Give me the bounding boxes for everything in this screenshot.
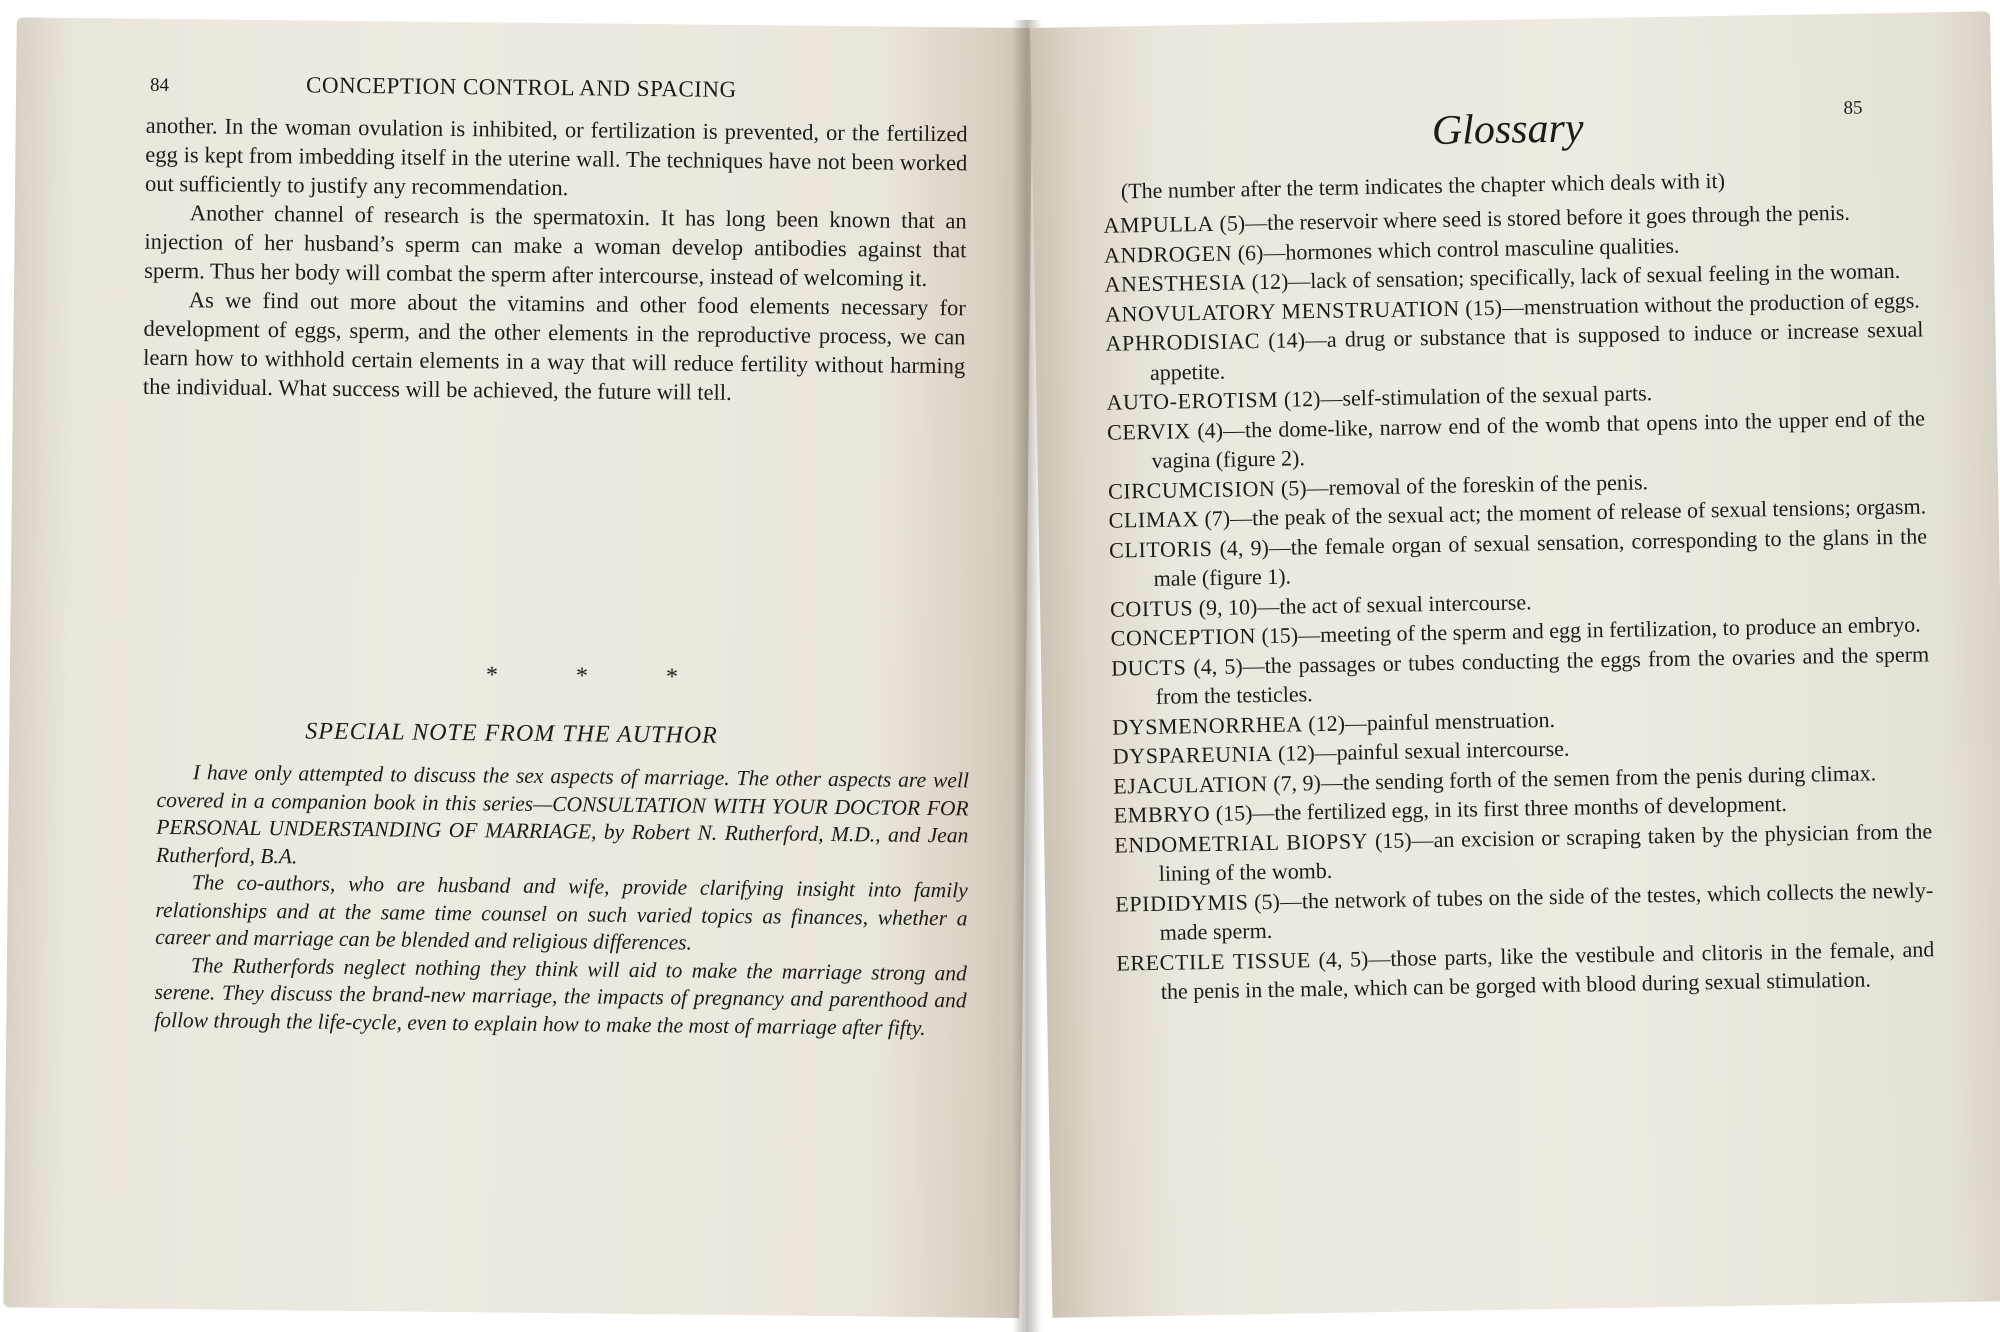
- definition: —the fertilized egg, in its first three months of development.: [1252, 790, 1788, 826]
- chapter-ref: (12): [1251, 268, 1289, 295]
- chapter-ref: (12): [1308, 710, 1346, 736]
- definition: —those parts, like the vestibule and clitoris in the female, and the penis in the male, which can be gorged with blood during sexual stimulation.: [1160, 935, 1935, 1004]
- chapter-ref: (7): [1204, 505, 1231, 532]
- chapter-ref: (14): [1268, 327, 1306, 353]
- definition: —the sending forth of the semen from the penis during climax.: [1320, 759, 1877, 795]
- definition: —the passages or tubes conducting the eggs from the ovaries and the sperm from the testicles.: [1155, 640, 1930, 709]
- chapter-ref: (15): [1465, 294, 1503, 320]
- glossary-term: ANDROGEN: [1103, 240, 1233, 268]
- definition: —menstruation without the production of eggs.: [1501, 287, 1920, 320]
- definition: —the peak of the sexual act; the moment of release of sexual tensions; orgasm.: [1229, 493, 1927, 531]
- glossary-term: EPIDIDYMIS: [1115, 888, 1249, 917]
- definition: —hormones which control masculine qualities.: [1263, 232, 1680, 265]
- glossary-term: CONCEPTION: [1110, 623, 1257, 651]
- chapter-ref: (15): [1374, 826, 1412, 853]
- glossary-term: ANESTHESIA: [1104, 269, 1247, 297]
- glossary-term: EMBRYO: [1113, 800, 1211, 828]
- paragraph: Another channel of research is the spermatoxin. It has long been known that an injection of her husband’s sperm can make a woman develop antibodies against that sperm. Thus her body will combat the sperm after intercourse, instead of welcoming it.: [144, 200, 967, 291]
- definition: —painful sexual intercourse.: [1314, 735, 1570, 766]
- glossary-term: ENDOMETRIAL BIOPSY: [1114, 827, 1369, 858]
- glossary-term: CLITORIS: [1108, 535, 1213, 563]
- note-paragraph: I have only attempted to discuss the sex aspects of marriage. The other aspects are well covered in a companion book in this series—CONSULTATION WITH YOUR DOCTOR FOR PERSONAL UNDERSTANDING OF MARRIAGE, by Robert N. Rutherford, M.D., and Jean Rutherford, B.A.: [155, 760, 969, 868]
- glossary-term: CIRCUMCISION: [1107, 475, 1276, 504]
- chapter-ref: (4): [1197, 417, 1224, 443]
- chapter-ref: (4, 9): [1219, 534, 1270, 561]
- chapter-ref: (15): [1261, 622, 1299, 649]
- definition: —meeting of the sperm and egg in fertilization, to produce an embryo.: [1297, 611, 1921, 648]
- chapter-ref: (6): [1237, 239, 1264, 265]
- body-text: [143, 111, 968, 410]
- paragraph: another. In the woman ovulation is inhibited, or fertilization is prevented, or the fertilized egg is kept from imbedding itself in the uterine wall. The techniques have not been worked out sufficiently to justify any recommendation.: [144, 112, 968, 201]
- glossary-term: DYSMENORRHEA: [1111, 710, 1303, 740]
- left-page: [3, 17, 1032, 1318]
- glossary-list: [1103, 196, 1935, 1007]
- note-paragraph: The co-authors, who are husband and wife, provide clarifying insight into family relationships and at the same time counsel on such varied topics as finances, whether a career and marriage can be blended and religious differences.: [155, 870, 968, 955]
- glossary-title: Glossary: [1431, 105, 1584, 154]
- definition: —removal of the foreskin of the penis.: [1306, 468, 1649, 500]
- chapter-ref: (12): [1277, 740, 1315, 766]
- definition: —an excision or scraping taken by the physician from the lining of the womb.: [1158, 817, 1933, 886]
- note-paragraph: The Rutherfords neglect nothing they think will aid to make the marriage strong and serene. They discuss the brand-new marriage, the impacts of pregnancy and parenthood and follow through the life-cycle, even to explain how to make the most of marriage after fifty.: [154, 952, 967, 1040]
- chapter-ref: (5): [1253, 888, 1281, 914]
- definition: —the dome-like, narrow end of the womb that opens into the upper end of the vagina (figure 2).: [1151, 404, 1926, 473]
- show-through-text: [152, 415, 952, 452]
- definition: —the female organ of sexual sensation, corresponding to the glans in the male (figure 1).: [1153, 522, 1928, 591]
- definition: —the network of tubes on the side of the testes, which collects the newly-made sperm.: [1159, 876, 1934, 945]
- glossary-intro: (The number after the term indicates the chapter which deals with it): [1120, 167, 1726, 204]
- glossary-term: AMPULLA: [1103, 210, 1215, 238]
- chapter-ref: (4, 5): [1193, 652, 1243, 679]
- note-title: SPECIAL NOTE FROM THE AUTHOR: [305, 718, 718, 749]
- glossary-term: EJACULATION: [1113, 770, 1268, 799]
- glossary-term: CLIMAX: [1108, 506, 1200, 533]
- note-text: [154, 759, 969, 1042]
- glossary-term: ANOVULATORY MENSTRUATION: [1104, 295, 1460, 327]
- chapter-ref: (9, 10): [1198, 593, 1258, 620]
- chapter-ref: (15): [1215, 800, 1253, 826]
- right-page: [1030, 11, 2000, 1318]
- paragraph: As we find out more about the vitamins and other food elements necessary for development of eggs, sperm, and the other elements in the reproductive process, we can learn how to withhold certain elements in a way that will reduce fertility without harming the individual. What success will be achieved, the future will tell.: [142, 287, 966, 405]
- definition: —the act of sexual intercourse.: [1257, 588, 1532, 619]
- definition: —lack of sensation; specifically, lack of sexual feeling in the woman.: [1288, 257, 1901, 294]
- chapter-ref: (7, 9): [1272, 769, 1322, 796]
- chapter-ref: (5): [1280, 474, 1307, 501]
- glossary-term: AUTO-EROTISM: [1106, 386, 1279, 415]
- glossary-term: CERVIX: [1106, 417, 1191, 445]
- glossary-term: DYSPAREUNIA: [1112, 740, 1273, 769]
- glossary-term: COITUS: [1109, 594, 1194, 622]
- definition: —painful menstruation.: [1344, 706, 1556, 736]
- running-head: CONCEPTION CONTROL AND SPACING: [305, 72, 737, 102]
- chapter-ref: (4, 5): [1318, 945, 1369, 972]
- chapter-ref: (5): [1219, 210, 1246, 236]
- section-separator: * * *: [485, 662, 715, 691]
- definition: —the reservoir where seed is stored before it goes through the penis.: [1244, 199, 1851, 236]
- glossary-term: ERECTILE TISSUE: [1116, 946, 1312, 976]
- glossary-term: APHRODISIAC: [1105, 328, 1261, 356]
- page-number: 85: [1843, 97, 1863, 119]
- definition: —a drug or substance that is supposed to induce or increase sexual appetite.: [1149, 316, 1924, 385]
- page-number: 84: [149, 74, 170, 96]
- glossary-term: DUCTS: [1110, 653, 1187, 681]
- chapter-ref: (12): [1283, 385, 1321, 412]
- definition: —self-stimulation of the sexual parts.: [1320, 380, 1653, 411]
